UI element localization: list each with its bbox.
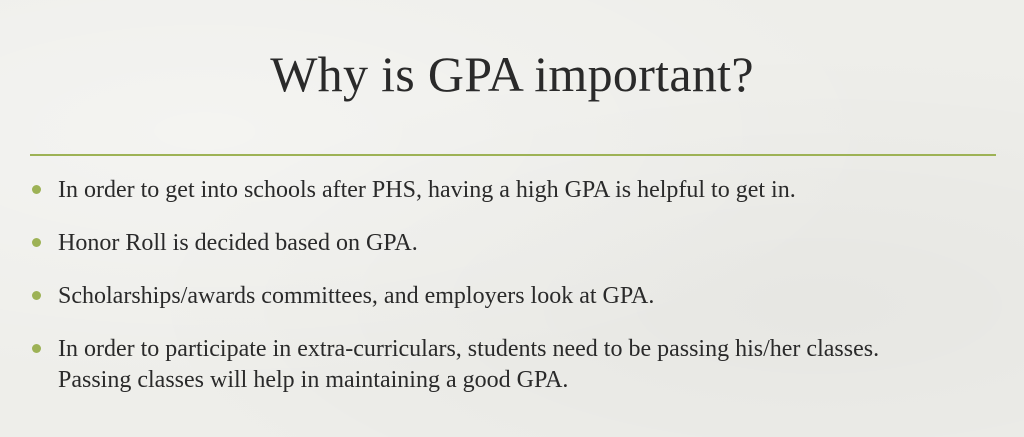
bullet-item [30, 228, 1010, 259]
bullet-dot-icon [32, 291, 41, 300]
bullet-text: Honor Roll is decided based on GPA. [58, 230, 418, 256]
bullet-text: In order to get into schools after PHS, having a high GPA is helpful to get in. [58, 177, 796, 203]
slide-title: Why is GPA important? [270, 46, 754, 102]
bullet-item [30, 175, 1010, 206]
bullet-list [30, 175, 1010, 396]
title-divider [30, 154, 996, 156]
bullet-text: Scholarships/awards committees, and employers look at GPA. [58, 283, 655, 309]
bullet-dot-icon [32, 344, 41, 353]
bullet-text: In order to participate in extra-curriculars, students need to be passing his/her classes. Passing classes will help in maintaining a good GPA. [58, 336, 880, 393]
bullet-item [30, 334, 958, 396]
bullet-item [30, 281, 1010, 312]
bullet-dot-icon [32, 185, 41, 194]
bullet-dot-icon [32, 238, 41, 247]
